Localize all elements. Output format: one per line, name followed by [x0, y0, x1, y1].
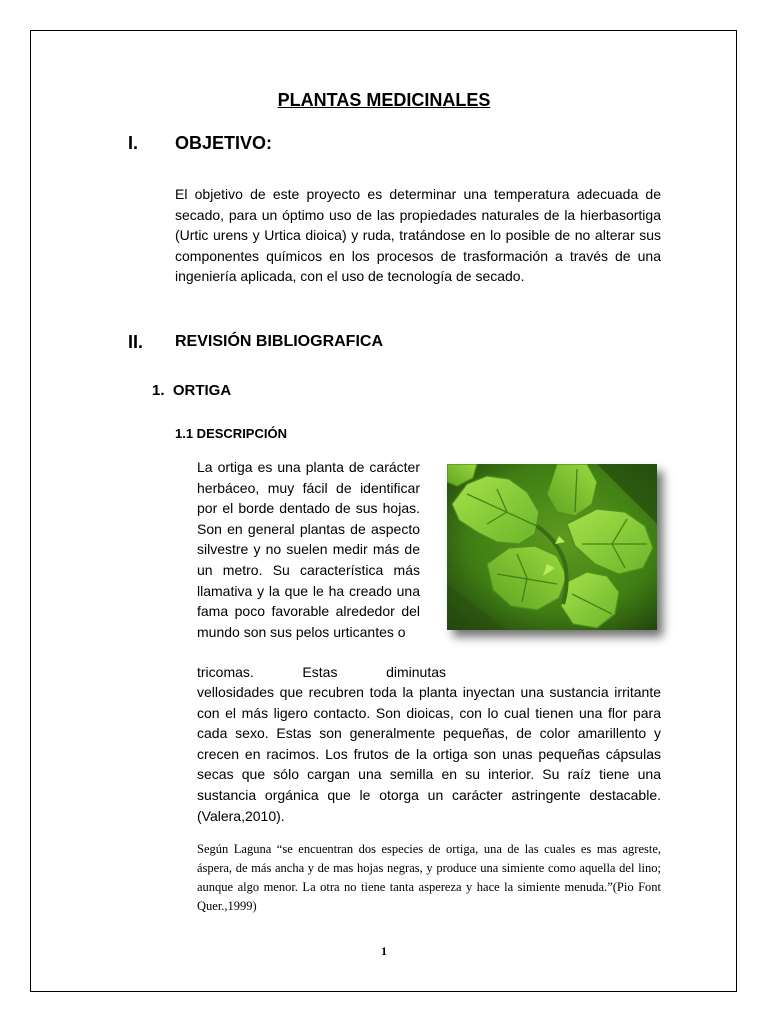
description-full-text: vellosidades que recubren toda la planta inyectan una sustancia irritante con el más ligero contacto. Son dioicas, con lo cual tienen una flor para cada sexo. Estas son generalmente pequeñas, de color amarillento y crecen en racimos. Los frutos de la ortiga son unas pequeñas cápsulas secas que sólo cargan una semilla en su interior. Su raíz tiene una sustancia orgánica que le otorga un carácter astringente destacable.(Valera,2010). [197, 684, 661, 824]
section-1-number: I. [128, 133, 139, 153]
section-2-number: II. [128, 332, 144, 352]
section-1-heading: OBJETIVO: [175, 133, 273, 153]
nettle-leaves-photo [447, 464, 657, 630]
laguna-quote: Según Laguna “se encuentran dos especies de ortiga, una de las cuales es mas agreste, áspera, de más ancha y de mas hojas negras, y produce una simiente como aquella del lino; aunque algo menor. La otra no tiene tanta aspereza y hace la simiente menuda.”(Pio Font Quer.,1999) [197, 842, 661, 913]
page-number: 1 [381, 944, 387, 958]
description-wrapped-last-line: tricomas. Estas diminutas [197, 664, 446, 680]
description-wrapped-text: La ortiga es una planta de carácter herbáceo, muy fácil de identificar por el borde dentado de sus hojas. Son en general plantas de aspecto silvestre y no suelen medir más de un metro. Su característica más llamativa y la que le ha creado una fama poco favorable alrededor del mundo son sus pelos urticantes o [197, 459, 420, 640]
section-2-heading: REVISIÓN BIBLIOGRAFICA [175, 333, 384, 350]
descripcion-heading: 1.1 DESCRIPCIÓN [175, 426, 287, 441]
document-title: PLANTAS MEDICINALES [277, 90, 491, 110]
objective-paragraph: El objetivo de este proyecto es determinar una temperatura adecuada de secado, para un óptimo uso de las propiedades naturales de la hierbasortiga (Urtic urens y Urtica dioica) y ruda, tratándose en lo posible de no alterar sus componentes químicos en los procesos de trasformación a través de una ingeniería aplicada, con el uso de tecnología de secado. [175, 186, 661, 285]
subsection-ortiga-heading: 1. ORTIGA [152, 382, 232, 399]
